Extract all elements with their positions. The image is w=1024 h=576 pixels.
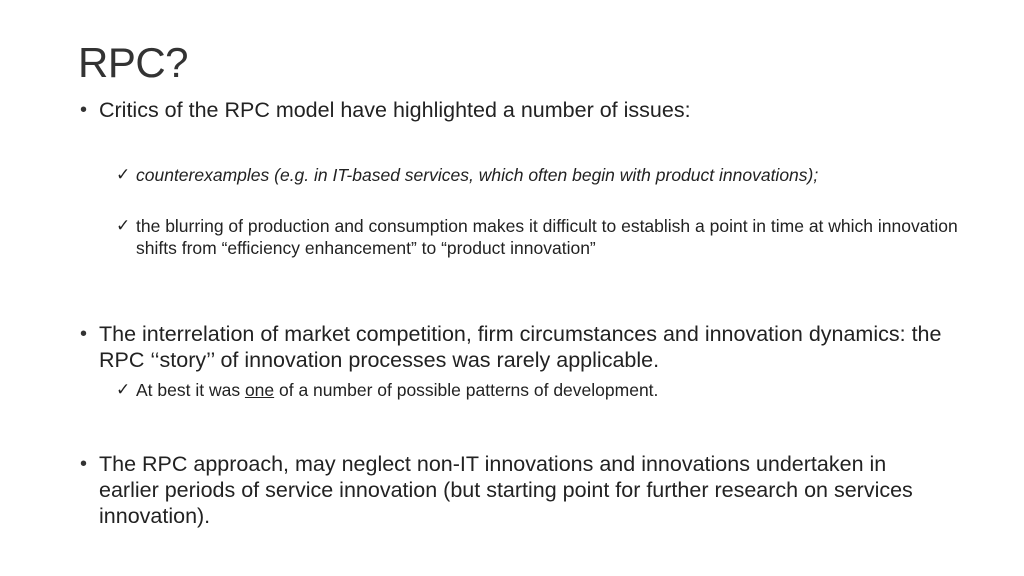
checkmark-icon: ✓	[116, 165, 131, 185]
checkmark-icon: ✓	[116, 216, 131, 236]
subpoint-text-after: of a number of possible patterns of development.	[274, 380, 659, 400]
bullet-item	[80, 321, 980, 373]
subpoint-text: the blurring of production and consumption makes it difficult to establish a point in time at which innovation shifts from “efficiency enhancement” to “product innovation”	[136, 216, 958, 258]
bullet-icon: •	[80, 323, 88, 345]
bullet-text: The RPC approach, may neglect non-IT innovations and innovations undertaken in earlier periods of service innovation (but starting point for further research on services innovation).	[99, 452, 913, 528]
subpoint-text	[136, 379, 658, 401]
subpoint-text-before: At best it was	[136, 380, 245, 400]
subpoint-item	[116, 379, 916, 401]
bullet-icon: •	[80, 99, 88, 121]
slide-title: RPC?	[78, 39, 189, 86]
bullet-icon: •	[80, 453, 88, 475]
bullet-item	[80, 97, 980, 123]
bullet-item	[80, 451, 940, 529]
bullet-text: Critics of the RPC model have highlighted a number of issues:	[99, 98, 691, 122]
bullet-text: The interrelation of market competition, firm circumstances and innovation dynamics: the RPC ‘‘story’’ of innovation processes was rarely applicable.	[99, 322, 942, 372]
checkmark-icon: ✓	[116, 380, 131, 400]
subpoint-item	[116, 164, 876, 186]
subpoint-text-underlined: one	[244, 380, 275, 400]
subpoint-item	[116, 215, 966, 259]
subpoint-text: counterexamples (e.g. in IT-based services, which often begin with product innovations);	[136, 165, 819, 185]
